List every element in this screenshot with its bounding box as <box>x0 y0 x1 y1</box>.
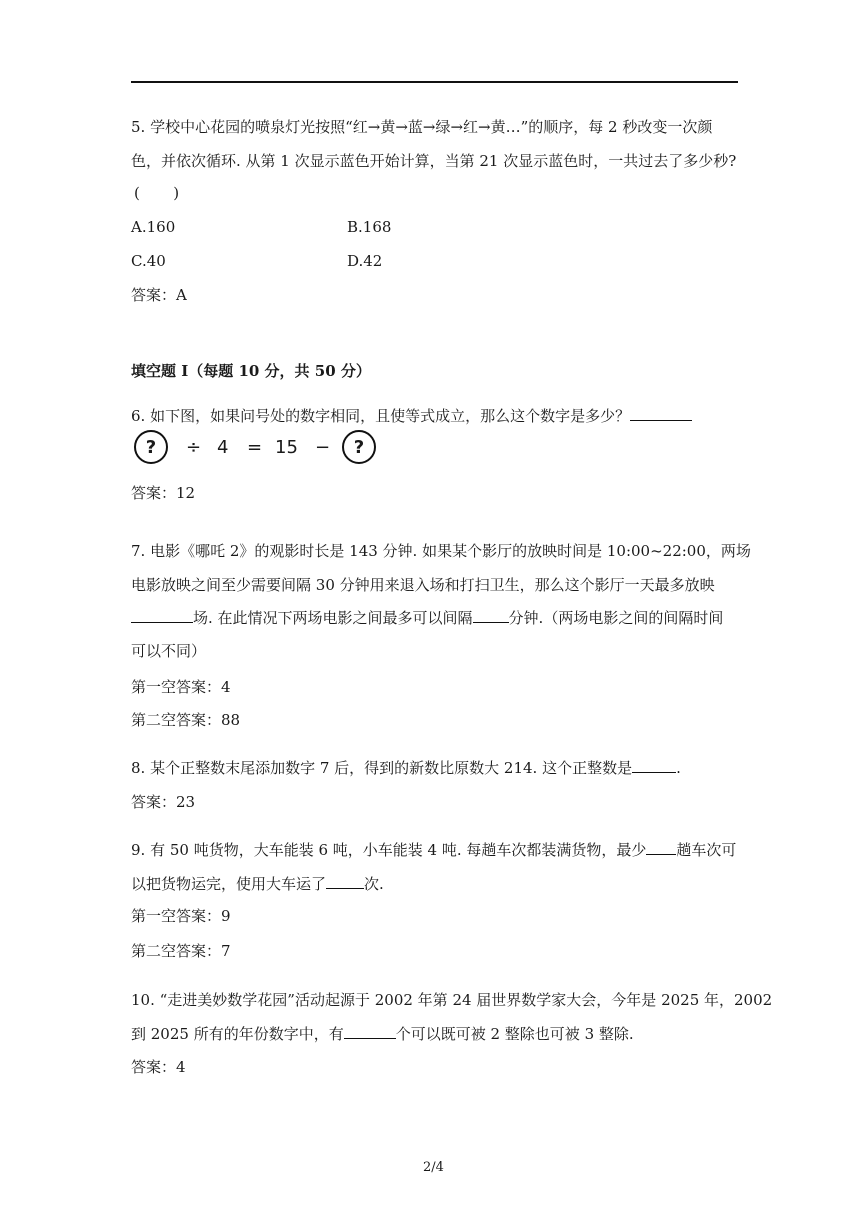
q8-answer: 答案：23 <box>131 793 196 811</box>
q6-minus-sign: − <box>315 437 331 458</box>
q5-line1: 5. 学校中心花园的喷泉灯光按照“红→黄→蓝→绿→红→黄…”的顺序，每 2 秒改变一次颜 <box>131 118 713 136</box>
q10-line2-text-b: 个可以既可被 2 整除也可被 3 整除. <box>395 1025 634 1043</box>
q10-line2 <box>131 1024 634 1044</box>
q5-line2: 色，并依次循环. 从第 1 次显示蓝色开始计算，当第 21 次显示蓝色时，一共过去了多少秒? <box>131 152 737 170</box>
q8-text-a: 8. 某个正整数末尾添加数字 7 后，得到的新数比原数大 214. 这个正整数是 <box>131 759 633 777</box>
q5-option-b: B.168 <box>347 218 392 236</box>
q5-answer: 答案：A <box>131 286 187 304</box>
q6-number-four: 4 <box>217 437 229 458</box>
q8-blank <box>632 758 676 773</box>
q9-line1-text-a: 9. 有 50 吨货物，大车能装 6 吨，小车能装 4 吨. 每趟车次都装满货物，最少 <box>131 841 647 859</box>
q9-answer-1: 第一空答案：9 <box>131 907 231 925</box>
q5-answer-bracket: ( ) <box>134 184 180 202</box>
q7-line4: 可以不同） <box>131 642 207 660</box>
q6-left-question-circle: ? <box>134 430 168 464</box>
q8-text <box>131 758 681 778</box>
q9-line1-text-b: 趟车次可 <box>676 841 737 859</box>
q7-line2: 电影放映之间至少需要间隔 30 分钟用来退入场和打扫卫生，那么这个影厅一天最多放映 <box>131 576 715 594</box>
q6-answer: 答案：12 <box>131 484 196 502</box>
q7-line3-text-b: 分钟.（两场电影之间的间隔时间 <box>508 609 724 627</box>
q9-line1 <box>131 840 736 860</box>
q9-answer-2: 第二空答案：7 <box>131 942 231 960</box>
q6-right-question-circle: ? <box>342 430 376 464</box>
q6-blank <box>630 406 692 421</box>
q9-blank-1 <box>646 840 676 855</box>
q9-line2 <box>131 874 384 894</box>
q5-option-c: C.40 <box>131 252 166 270</box>
q10-line2-text-a: 到 2025 所有的年份数字中，有 <box>131 1025 344 1043</box>
q6-equals-sign: = <box>247 437 263 458</box>
q6-divide-sign: ÷ <box>186 437 202 458</box>
section-title: 填空题 I（每题 10 分，共 50 分） <box>131 362 371 380</box>
q6-equation <box>131 430 391 470</box>
q7-answer-2: 第二空答案：88 <box>131 711 241 729</box>
q10-line1: 10. “走进美妙数学花园”活动起源于 2002 年第 24 届世界数学家大会，今年是 2025 年，2002 <box>131 991 773 1009</box>
q5-option-d: D.42 <box>347 252 383 270</box>
q9-line2-text-b: 次. <box>364 875 384 893</box>
q7-line1: 7. 电影《哪吒 2》的观影时长是 143 分钟. 如果某个影厅的放映时间是 10:00~22:00，两场 <box>131 542 751 560</box>
q7-line3-text-a: 场. 在此情况下两场电影之间最多可以间隔 <box>193 609 473 627</box>
header-rule <box>131 81 738 83</box>
q9-blank-2 <box>326 874 364 889</box>
q5-option-a: A.160 <box>131 218 176 236</box>
q7-blank-1 <box>131 608 193 623</box>
page-number: 2/4 <box>423 1160 444 1175</box>
q6-question: 6. 如下图，如果问号处的数字相同，且使等式成立，那么这个数字是多少？ <box>131 407 631 425</box>
q7-line3 <box>131 608 723 628</box>
q9-line2-text-a: 以把货物运完，使用大车运了 <box>131 875 327 893</box>
q6-text <box>131 406 692 426</box>
q7-answer-1: 第一空答案：4 <box>131 678 231 696</box>
q8-text-b: . <box>676 759 681 777</box>
q10-answer: 答案：4 <box>131 1058 186 1076</box>
q7-blank-2 <box>473 608 509 623</box>
q10-blank <box>344 1024 396 1039</box>
q6-number-fifteen: 15 <box>275 437 298 458</box>
